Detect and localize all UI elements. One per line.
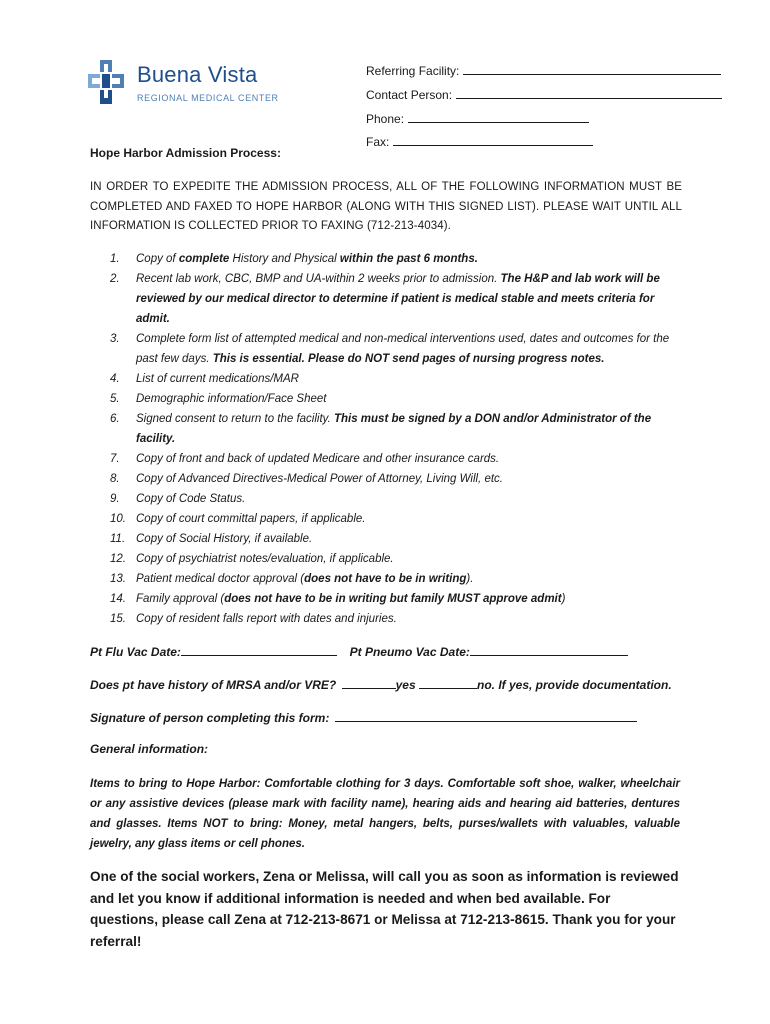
list-item-number: 10. bbox=[110, 513, 126, 525]
flu-vac-line[interactable] bbox=[181, 644, 337, 656]
list-item bbox=[90, 389, 690, 409]
list-item bbox=[90, 509, 690, 529]
list-item-text: Copy of psychiatrist notes/evaluation, if applicable. bbox=[136, 553, 394, 565]
list-item-text: Patient medical doctor approval ( bbox=[136, 573, 305, 585]
logo-subtitle: REGIONAL MEDICAL CENTER bbox=[137, 93, 279, 103]
mrsa-question: Does pt have history of MRSA and/or VRE? bbox=[90, 678, 337, 692]
list-item-emphasis: This is essential. Please do NOT send pages of nursing progress notes. bbox=[212, 353, 605, 365]
signature-row bbox=[90, 710, 637, 725]
list-item bbox=[90, 529, 690, 549]
signature-label: Signature of person completing this form: bbox=[90, 711, 330, 725]
fax-field bbox=[366, 133, 593, 150]
list-item-number: 1. bbox=[110, 253, 120, 265]
list-item-number: 13. bbox=[110, 573, 126, 585]
pneumo-vac-label: Pt Pneumo Vac Date: bbox=[349, 645, 470, 659]
list-item-number: 9. bbox=[110, 493, 120, 505]
mrsa-row bbox=[90, 677, 672, 692]
list-item-text: Copy of Code Status. bbox=[136, 493, 246, 505]
list-item bbox=[90, 329, 690, 369]
list-item-number: 14. bbox=[110, 593, 126, 605]
hospital-logo bbox=[86, 58, 286, 108]
list-item-emphasis: This must be signed by a DON and/or Administrator of the facility. bbox=[136, 413, 652, 445]
list-item-text: Copy of bbox=[136, 253, 179, 265]
list-item bbox=[90, 589, 690, 609]
fax-label: Fax: bbox=[366, 135, 390, 149]
list-item-number: 7. bbox=[110, 453, 120, 465]
list-item-number: 11. bbox=[110, 533, 126, 545]
list-item-number: 6. bbox=[110, 413, 120, 425]
closing-paragraph: One of the social workers, Zena or Melissa, will call you as soon as information is reviewed and let you know if additional information is needed and when bed available. For questions, please call Zena at 712-213-8671 or Melissa at 712-213-8615. Thank you for your referral! bbox=[90, 869, 679, 949]
list-item-text: Complete form list of attempted medical and non-medical interventions used, dates and outcomes for the past few days. bbox=[136, 333, 670, 365]
contact-person-label: Contact Person: bbox=[366, 88, 453, 102]
list-item-text: Copy of court committal papers, if applicable. bbox=[136, 513, 366, 525]
list-item-number: 5. bbox=[110, 393, 120, 405]
list-item-text: ). bbox=[466, 573, 474, 585]
list-item-text: List of current medications/MAR bbox=[136, 373, 299, 385]
requirements-list bbox=[90, 249, 690, 629]
yes-label: yes bbox=[395, 678, 416, 692]
list-item-text: Copy of Social History, if available. bbox=[136, 533, 313, 545]
list-item-text: Copy of resident falls report with dates and injuries. bbox=[136, 613, 397, 625]
list-item-text: Demographic information/Face Sheet bbox=[136, 393, 327, 405]
list-item bbox=[90, 249, 690, 269]
general-info-heading: General information: bbox=[90, 742, 209, 756]
list-item-text: Signed consent to return to the facility. bbox=[136, 413, 334, 425]
list-item bbox=[90, 489, 690, 509]
list-item-text: Copy of front and back of updated Medicare and other insurance cards. bbox=[136, 453, 500, 465]
list-item-number: 4. bbox=[110, 373, 120, 385]
list-item-number: 8. bbox=[110, 473, 120, 485]
list-item bbox=[90, 469, 690, 489]
referring-facility-field bbox=[366, 62, 721, 79]
list-item-number: 3. bbox=[110, 333, 120, 345]
flu-vac-label: Pt Flu Vac Date: bbox=[90, 645, 181, 659]
phone-label: Phone: bbox=[366, 112, 405, 126]
fax-line[interactable] bbox=[393, 133, 593, 146]
list-item bbox=[90, 269, 690, 329]
mrsa-yes-line[interactable] bbox=[342, 677, 396, 689]
pneumo-vac-line[interactable] bbox=[470, 644, 628, 656]
list-item-text: ) bbox=[561, 593, 566, 605]
list-item bbox=[90, 449, 690, 469]
mrsa-no-line[interactable] bbox=[419, 677, 477, 689]
list-item-emphasis: does not have to be in writing but family MUST approve admit bbox=[224, 593, 562, 605]
list-item bbox=[90, 569, 690, 589]
logo-name: Buena Vista bbox=[137, 62, 258, 87]
list-item-text: Recent lab work, CBC, BMP and UA-within 2 weeks prior to admission. bbox=[136, 273, 501, 285]
list-item-emphasis: does not have to be in writing bbox=[304, 573, 467, 585]
list-item-number: 2. bbox=[110, 273, 120, 285]
contact-person-line[interactable] bbox=[456, 86, 722, 99]
no-label: no. If yes, provide documentation. bbox=[476, 678, 672, 692]
list-item bbox=[90, 549, 690, 569]
list-item bbox=[90, 609, 690, 629]
list-item bbox=[90, 409, 690, 449]
items-to-bring-paragraph: Items to bring to Hope Harbor: Comfortable clothing for 3 days. Comfortable soft shoe, walker, wheelchair or any assistive devices (please mark with facility name), hearing aids and hearing aid batteries, dentures and glasses. Items NOT to bring: Money, metal hangers, belts, purses/wallets with valuables, valuable jewelry, any glass items or cell phones. bbox=[90, 778, 680, 850]
list-item-emphasis: complete bbox=[178, 253, 230, 265]
list-item bbox=[90, 369, 690, 389]
list-item-text: Family approval ( bbox=[136, 593, 225, 605]
referring-facility-line[interactable] bbox=[463, 62, 721, 75]
phone-field bbox=[366, 110, 589, 127]
phone-line[interactable] bbox=[408, 110, 589, 123]
intro-paragraph: IN ORDER TO EXPEDITE THE ADMISSION PROCESS, ALL OF THE FOLLOWING INFORMATION MUST BE COMPLETED AND FAXED TO HOPE HARBOR (ALONG WITH THIS SIGNED LIST). PLEASE WAIT UNTIL ALL INFORMATION IS COLLECTED PRIOR TO FAXING (712-213-4034). bbox=[90, 181, 682, 232]
list-item-emphasis: within the past 6 months. bbox=[339, 253, 478, 265]
signature-line[interactable] bbox=[335, 710, 637, 722]
vaccine-dates-row bbox=[90, 644, 628, 659]
contact-person-field bbox=[366, 86, 722, 103]
list-item-number: 12. bbox=[110, 553, 126, 565]
referring-facility-label: Referring Facility: bbox=[366, 64, 460, 78]
medical-cross-icon bbox=[86, 58, 134, 106]
page-title: Hope Harbor Admission Process: bbox=[90, 146, 281, 160]
list-item-text: Copy of Advanced Directives-Medical Power of Attorney, Living Will, etc. bbox=[136, 473, 503, 485]
list-item-emphasis: The H&P and lab work will be reviewed by our medical director to determine if patient is medical stable and meets criteria for admit. bbox=[136, 273, 660, 325]
list-item-number: 15. bbox=[110, 613, 126, 625]
list-item-text: History and Physical bbox=[229, 253, 340, 265]
